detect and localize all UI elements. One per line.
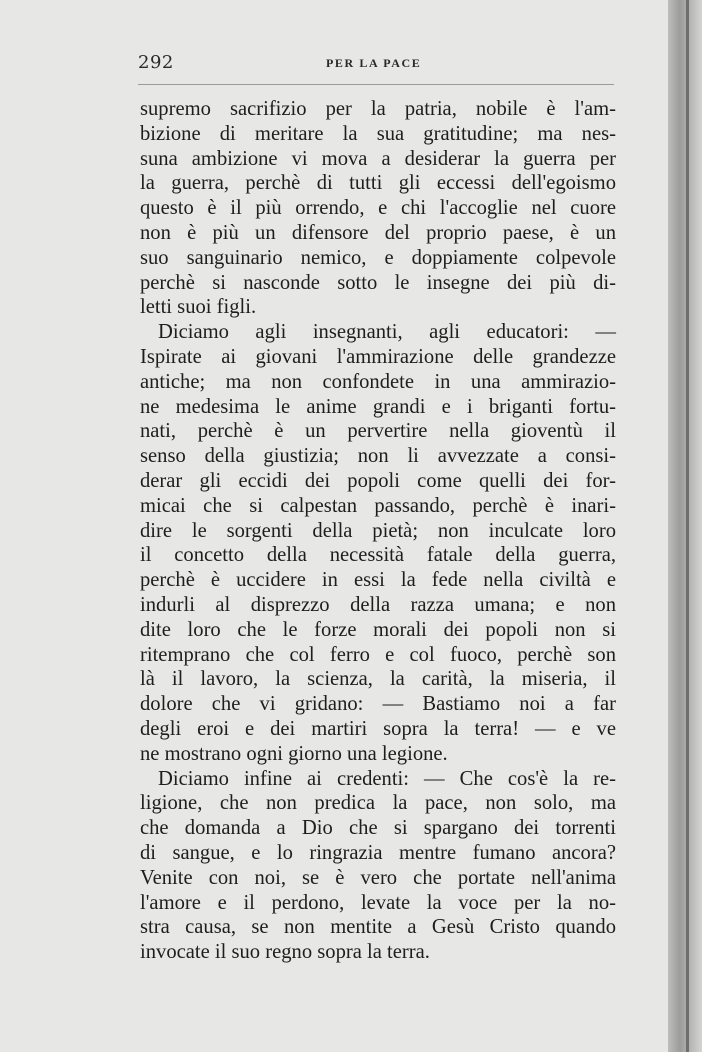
text-line: suo sanguinario nemico, e doppiamente colpevole — [140, 246, 616, 269]
page-number: 292 — [138, 52, 174, 73]
page-header — [138, 52, 614, 78]
text-line: bizione di meritare la sua gratitudine; ma nes- — [140, 122, 616, 145]
book-gutter — [668, 0, 702, 1052]
running-title: PER LA PACE — [326, 56, 422, 70]
text-line: degli eroi e dei martiri sopra la terra! — e ve — [140, 717, 616, 740]
text-line: perchè si nasconde sotto le insegne dei più di- — [140, 271, 616, 294]
text-line: letti suoi figli. — [140, 296, 257, 319]
text-line: stra causa, se non mentite a Gesù Cristo quando — [140, 916, 616, 939]
text-line: Diciamo agli insegnanti, agli educatori: — — [158, 321, 616, 344]
text-line: micai che si calpestan passando, perchè è inari- — [140, 494, 616, 517]
text-line: invocate il suo regno sopra la terra. — [140, 941, 430, 964]
text-line: dolore che vi gridano: — Bastiamo noi a far — [140, 693, 616, 716]
text-line: Diciamo infine ai credenti: — Che cos'è la re- — [158, 767, 616, 790]
text-line: non è più un difensore del proprio paese, è un — [140, 221, 616, 244]
text-line: supremo sacrifizio per la patria, nobile è l'am- — [140, 98, 616, 120]
text-line: l'amore e il perdono, levate la voce per la no- — [140, 891, 616, 914]
text-line: di sangue, e lo ringrazia mentre fumano ancora? — [140, 841, 616, 864]
text-line: il concetto della necessità fatale della guerra, — [140, 544, 616, 567]
text-line: ligione, che non predica la pace, non solo, ma — [140, 792, 616, 815]
text-line: che domanda a Dio che si spargano dei torrenti — [140, 817, 616, 840]
text-line: la guerra, perchè di tutti gli eccessi dell'egoismo — [140, 172, 616, 195]
text-line: suna ambizione vi mova a desiderar la guerra per — [140, 147, 616, 170]
text-line: nati, perchè è un pervertire nella gioventù il — [140, 420, 616, 443]
text-line: dite loro che le forze morali dei popoli non si — [140, 618, 616, 641]
text-line: ritemprano che col ferro e col fuoco, perchè son — [140, 643, 616, 666]
text-line: dire le sorgenti della pietà; non inculcate loro — [140, 519, 616, 542]
text-line: senso della giustizia; non li avvezzate a consi- — [140, 445, 616, 468]
binding-edge — [686, 0, 689, 1052]
text-line: indurli al disprezzo della razza umana; e non — [140, 593, 616, 616]
text-line: ne medesima le anime grandi e i briganti fortu- — [140, 395, 616, 418]
text-line: antiche; ma non confondete in una ammirazio- — [140, 370, 616, 393]
text-line: là il lavoro, la scienza, la carità, la miseria, il — [140, 668, 616, 691]
text-line: Venite con noi, se è vero che portate nell'anima — [140, 866, 616, 889]
text-line: perchè è uccidere in essi la fede nella civiltà e — [140, 569, 616, 592]
text-line: ne mostrano ogni giorno una legione. — [140, 742, 448, 765]
header-rule — [138, 84, 614, 85]
text-line: derar gli eccidi dei popoli come quelli dei for- — [140, 469, 616, 492]
text-line: questo è il più orrendo, e chi l'accoglie nel cuore — [140, 197, 616, 220]
body-text — [140, 97, 616, 965]
text-line: Ispirate ai giovani l'ammirazione delle grandezze — [140, 345, 616, 368]
